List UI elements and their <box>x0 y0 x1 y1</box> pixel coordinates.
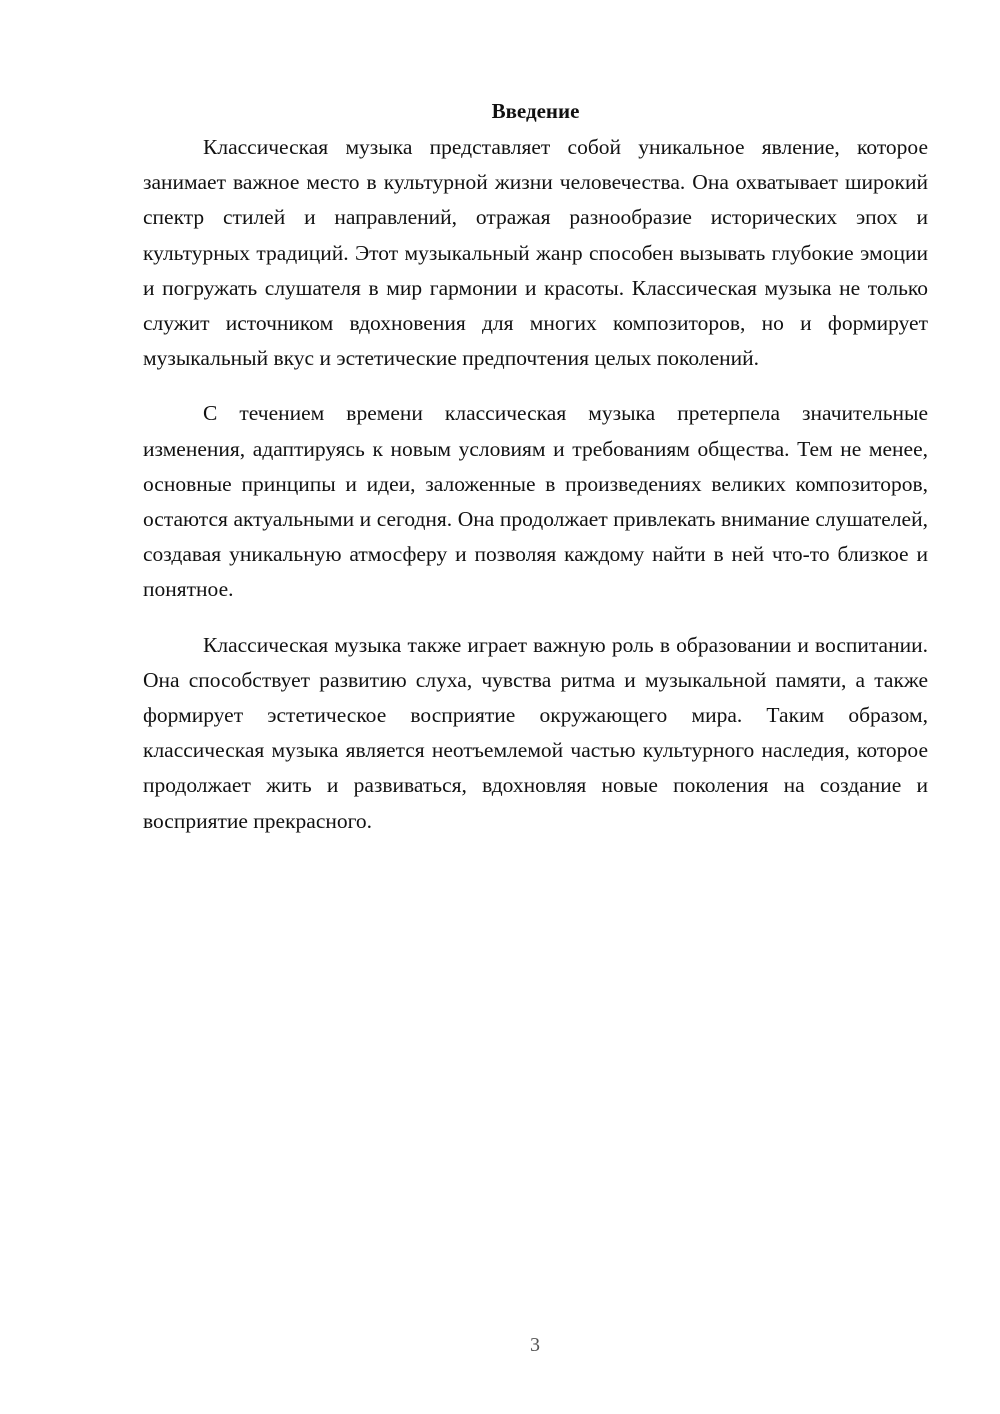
page-number: 3 <box>530 1334 540 1356</box>
paragraph-2: С течением времени классическая музыка претерпела значительные изменения, адаптируясь к новым условиям и требованиям общества. Тем не менее, основные принципы и идеи, заложенные в произведениях великих композиторов, остаются актуальными и сегодня. Она продолжает привлекать внимание слушателей, создавая уникальную атмосферу и позволяя каждому найти в ней что-то близкое и понятное. <box>143 401 928 602</box>
paragraph-3: Классическая музыка также играет важную роль в образовании и воспитании. Она способствует развитию слуха, чувства ритма и музыкальной памяти, а также формирует эстетическое восприятие окружающего мира. Таким образом, классическая музыка является неотъемлемой частью культурного наследия, которое продолжает жить и развиваться, вдохновляя новые поколения на создание и восприятие прекрасного. <box>143 632 928 833</box>
section-title: Введение <box>491 99 580 123</box>
page-content <box>143 94 928 859</box>
paragraph-1: Классическая музыка представляет собой уникальное явление, которое занимает важное место в культурной жизни человечества. Она охватывает широкий спектр стилей и направлений, отражая разнообразие исторических эпох и культурных традиций. Этот музыкальный жанр способен вызывать глубокие эмоции и погружать слушателя в мир гармонии и красоты. Классическая музыка не только служит источником вдохновения для многих композиторов, но и формирует музыкальный вкус и эстетические предпочтения целых поколений. <box>143 135 928 371</box>
